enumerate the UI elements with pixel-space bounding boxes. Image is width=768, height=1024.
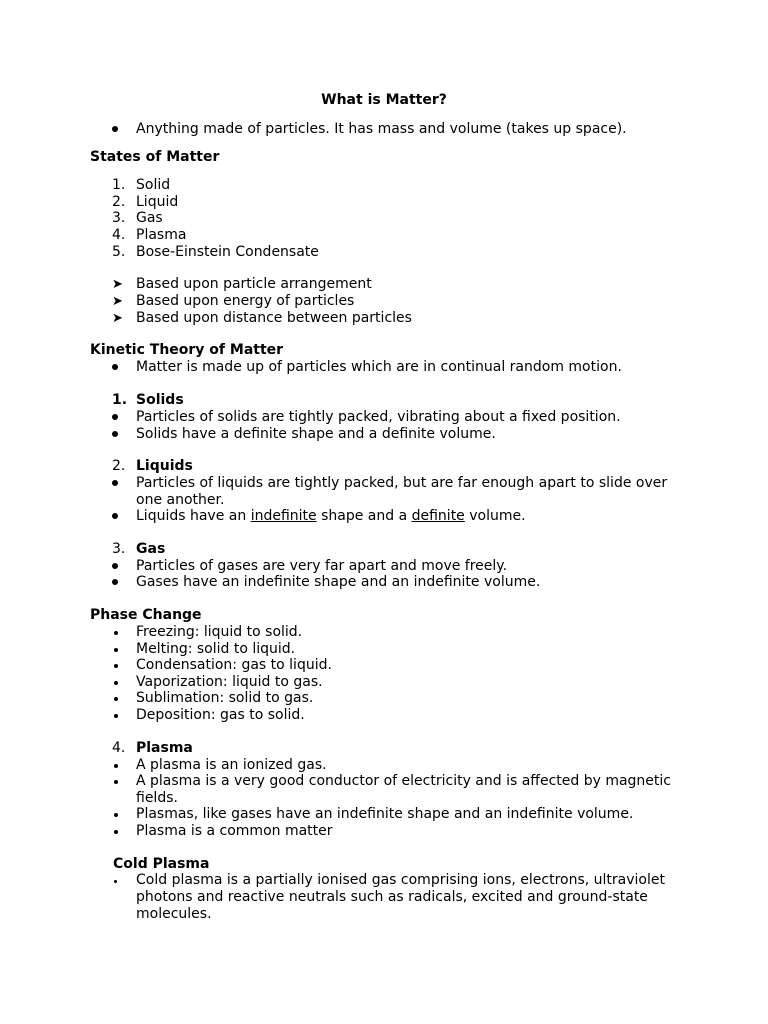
solids-heading: Solids: [136, 392, 184, 408]
bullet-icon: [114, 764, 118, 768]
phase-item: Sublimation: solid to gas.: [136, 690, 314, 706]
arrow-bullet-icon: ➤: [112, 311, 123, 326]
bullet-icon: [112, 563, 118, 569]
state-item: Gas: [136, 210, 163, 226]
plasma-point-line: A plasma is a very good conductor of electricity and is affected by magnetic: [136, 773, 671, 789]
states-heading: States of Matter: [90, 149, 220, 165]
cold-plasma-heading: Cold Plasma: [113, 856, 210, 872]
phase-item: Deposition: gas to solid.: [136, 707, 305, 723]
state-item: Plasma: [136, 227, 187, 243]
liquids-point: Liquids have an indefinite shape and a definite volume.: [136, 508, 526, 524]
list-number: 2.: [112, 194, 126, 210]
basis-item: Based upon energy of particles: [136, 293, 355, 309]
bullet-icon: [114, 664, 118, 668]
bullet-icon: [114, 631, 118, 635]
cold-plasma-line: photons and reactive neutrals such as radicals, excited and ground-state: [136, 889, 648, 905]
cold-plasma-line: molecules.: [136, 906, 212, 922]
bullet-icon: [114, 681, 118, 685]
bullet-icon: [114, 813, 118, 817]
section-number: 4.: [112, 740, 126, 756]
bullet-icon: [112, 364, 118, 370]
bullet-icon: [112, 579, 118, 585]
plasma-heading: Plasma: [136, 740, 193, 756]
bullet-icon: [112, 513, 118, 519]
phase-item: Freezing: liquid to solid.: [136, 624, 303, 640]
gas-point: Particles of gases are very far apart and move freely.: [136, 558, 508, 574]
section-number: 1.: [112, 392, 128, 408]
bullet-icon: [112, 126, 118, 132]
bullet-icon: [114, 780, 118, 784]
solids-point: Solids have a definite shape and a definite volume.: [136, 426, 496, 442]
bullet-icon: [112, 414, 118, 420]
underlined-word: indefinite: [250, 508, 317, 524]
arrow-bullet-icon: ➤: [112, 294, 123, 309]
bullet-icon: [114, 648, 118, 652]
list-number: 5.: [112, 244, 126, 260]
bullet-icon: [114, 714, 118, 718]
plasma-point: A plasma is an ionized gas.: [136, 757, 327, 773]
phase-heading: Phase Change: [90, 607, 202, 623]
state-item: Bose-Einstein Condensate: [136, 244, 319, 260]
phase-item: Condensation: gas to liquid.: [136, 657, 332, 673]
intro-text: Anything made of particles. It has mass and volume (takes up space).: [136, 121, 627, 137]
state-item: Liquid: [136, 194, 179, 210]
bullet-icon: [114, 697, 118, 701]
plasma-point: Plasmas, like gases have an indefinite shape and an indefinite volume.: [136, 806, 634, 822]
phase-item: Melting: solid to liquid.: [136, 641, 296, 657]
arrow-bullet-icon: ➤: [112, 277, 123, 292]
gas-point: Gases have an indefinite shape and an indefinite volume.: [136, 574, 541, 590]
underlined-word: definite: [411, 508, 465, 524]
list-number: 1.: [112, 177, 126, 193]
bullet-icon: [114, 830, 118, 834]
plasma-point: Plasma is a common matter: [136, 823, 333, 839]
bullet-icon: [112, 431, 118, 437]
liquids-point-line: one another.: [136, 492, 225, 508]
liquids-heading: Liquids: [136, 458, 193, 474]
bullet-icon: [112, 480, 118, 486]
list-number: 3.: [112, 210, 126, 226]
kinetic-heading: Kinetic Theory of Matter: [90, 342, 284, 358]
kinetic-statement: Matter is made up of particles which are in continual random motion.: [136, 359, 622, 375]
section-number: 3.: [112, 541, 126, 557]
state-item: Solid: [136, 177, 171, 193]
liquids-point-line: Particles of liquids are tightly packed, but are far enough apart to slide over: [136, 475, 668, 491]
page-title: What is Matter?: [321, 92, 447, 108]
cold-plasma-line: Cold plasma is a partially ionised gas comprising ions, electrons, ultraviolet: [136, 872, 665, 888]
gas-heading: Gas: [136, 541, 166, 557]
bullet-icon: [114, 880, 117, 883]
basis-item: Based upon distance between particles: [136, 310, 412, 326]
phase-item: Vaporization: liquid to gas.: [136, 674, 323, 690]
solids-point: Particles of solids are tightly packed, vibrating about a fixed position.: [136, 409, 621, 425]
basis-item: Based upon particle arrangement: [136, 276, 372, 292]
list-number: 4.: [112, 227, 126, 243]
plasma-point-line: fields.: [136, 790, 178, 806]
section-number: 2.: [112, 458, 126, 474]
